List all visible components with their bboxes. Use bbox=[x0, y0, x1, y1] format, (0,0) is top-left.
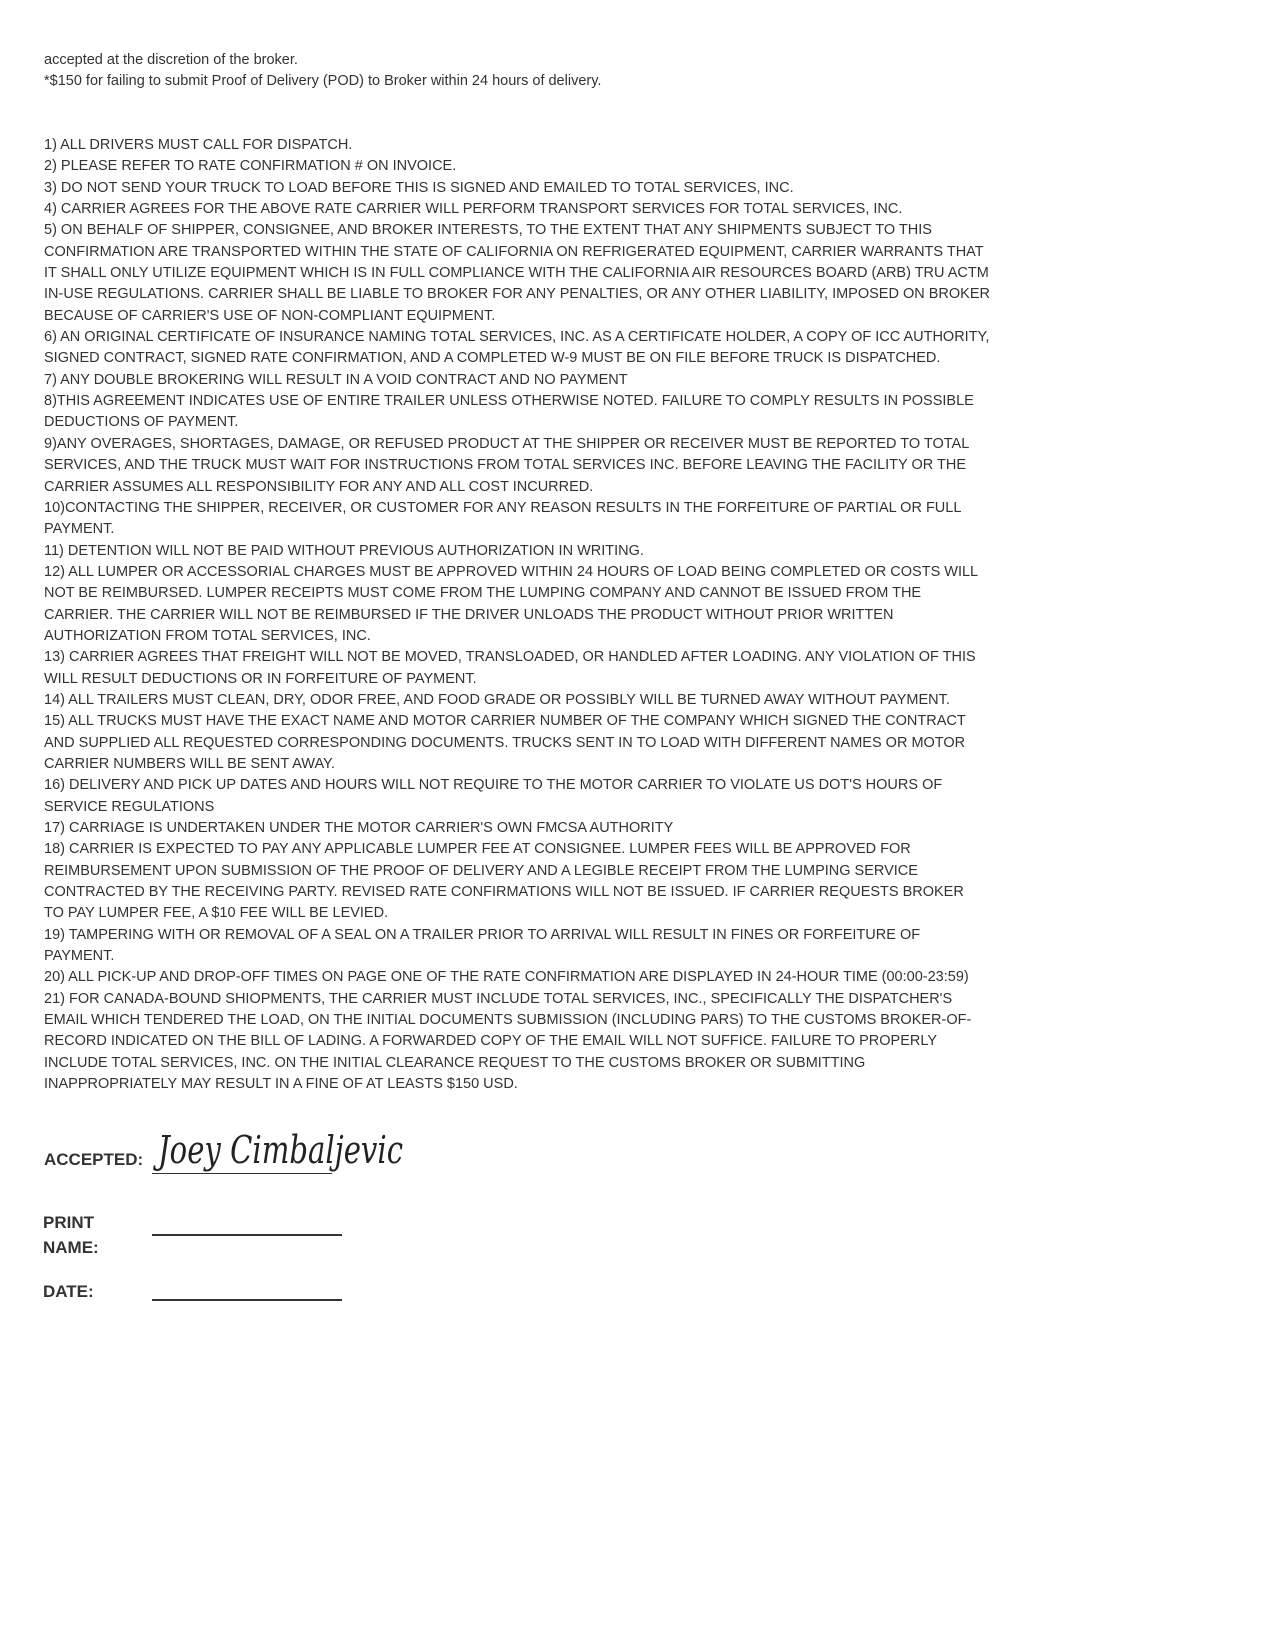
term-line: 10)CONTACTING THE SHIPPER, RECEIVER, OR CUSTOMER FOR ANY REASON RESULTS IN THE FORFEITURE OF PARTIAL OR FULL bbox=[44, 499, 962, 516]
term-line: IN-USE REGULATIONS. CARRIER SHALL BE LIABLE TO BROKER FOR ANY PENALTIES, OR ANY OTHER LIABILITY, IMPOSED ON BROKER bbox=[44, 286, 990, 303]
term-line: 3) DO NOT SEND YOUR TRUCK TO LOAD BEFORE THIS IS SIGNED AND EMAILED TO TOTAL SERVICES, INC. bbox=[44, 179, 794, 196]
term-line: SERVICE REGULATIONS bbox=[44, 798, 215, 815]
term-line: SERVICES, AND THE TRUCK MUST WAIT FOR INSTRUCTIONS FROM TOTAL SERVICES INC. BEFORE LEAVING THE FACILITY OR THE bbox=[44, 457, 966, 474]
term-line: 15) ALL TRUCKS MUST HAVE THE EXACT NAME AND MOTOR CARRIER NUMBER OF THE COMPANY WHICH SIGNED THE CONTRACT bbox=[44, 713, 966, 730]
term-line: 14) ALL TRAILERS MUST CLEAN, DRY, ODOR FREE, AND FOOD GRADE OR POSSIBLY WILL BE TURNED AWAY WITHOUT PAYMENT. bbox=[44, 691, 950, 708]
term-line: SIGNED CONTRACT, SIGNED RATE CONFIRMATION, AND A COMPLETED W-9 MUST BE ON FILE BEFORE TRUCK IS DISPATCHED. bbox=[44, 350, 941, 367]
term-line: 12) ALL LUMPER OR ACCESSORIAL CHARGES MUST BE APPROVED WITHIN 24 HOURS OF LOAD BEING COMPLETED OR COSTS WILL bbox=[44, 563, 979, 580]
print-name-label-line: NAME: bbox=[43, 1238, 99, 1257]
term-line: INCLUDE TOTAL SERVICES, INC. ON THE INITIAL CLEARANCE REQUEST TO THE CUSTOMS BROKER OR SUBMITTING bbox=[44, 1054, 866, 1071]
term-line: CONFIRMATION ARE TRANSPORTED WITHIN THE STATE OF CALIFORNIA ON REFRIGERATED EQUIPMENT, CARRIER WARRANTS THAT bbox=[44, 243, 984, 260]
term-line: 1) ALL DRIVERS MUST CALL FOR DISPATCH. bbox=[44, 137, 353, 153]
term-line: CARRIER NUMBERS WILL BE SENT AWAY. bbox=[44, 755, 335, 772]
term-line: 20) ALL PICK-UP AND DROP-OFF TIMES ON PAGE ONE OF THE RATE CONFIRMATION ARE DISPLAYED IN 24-HOUR TIME (00:00-23:59) bbox=[44, 969, 969, 986]
term-line: 8)THIS AGREEMENT INDICATES USE OF ENTIRE TRAILER UNLESS OTHERWISE NOTED. FAILURE TO COMPLY RESULTS IN POSSIBLE bbox=[44, 393, 974, 410]
term-line: INAPPROPRIATELY MAY RESULT IN A FINE OF AT LEASTS $150 USD. bbox=[44, 1076, 518, 1093]
terms-list bbox=[44, 135, 1034, 1095]
handwritten-signature bbox=[152, 1123, 416, 1193]
term-line: CARRIER ASSUMES ALL RESPONSIBILITY FOR ANY AND ALL COST INCURRED. bbox=[44, 478, 594, 495]
term-line: AUTHORIZATION FROM TOTAL SERVICES, INC. bbox=[44, 627, 371, 644]
intro-line: accepted at the discretion of the broker. bbox=[44, 52, 298, 68]
term-line: BECAUSE OF CARRIER'S USE OF NON-COMPLIANT EQUIPMENT. bbox=[44, 307, 496, 324]
intro-text bbox=[44, 50, 1044, 92]
term-line: 11) DETENTION WILL NOT BE PAID WITHOUT PREVIOUS AUTHORIZATION IN WRITING. bbox=[44, 542, 644, 559]
term-line: CARRIER. THE CARRIER WILL NOT BE REIMBURSED IF THE DRIVER UNLOADS THE PRODUCT WITHOUT PRIOR WRITTEN bbox=[44, 606, 894, 623]
term-line: WILL RESULT DEDUCTIONS OR IN FORFEITURE OF PAYMENT. bbox=[44, 670, 477, 687]
term-line: 5) ON BEHALF OF SHIPPER, CONSIGNEE, AND BROKER INTERESTS, TO THE EXTENT THAT ANY SHIPMENTS SUBJECT TO THIS bbox=[44, 222, 932, 239]
term-line: DEDUCTIONS OF PAYMENT. bbox=[44, 414, 239, 431]
print-name-line bbox=[152, 1234, 342, 1236]
term-line: NOT BE REIMBURSED. LUMPER RECEIPTS MUST COME FROM THE LUMPING COMPANY AND CANNOT BE ISSUED FROM THE bbox=[44, 585, 922, 602]
term-line: 13) CARRIER AGREES THAT FREIGHT WILL NOT BE MOVED, TRANSLOADED, OR HANDLED AFTER LOADING. ANY VIOLATION OF THIS bbox=[44, 649, 976, 666]
term-line: 19) TAMPERING WITH OR REMOVAL OF A SEAL ON A TRAILER PRIOR TO ARRIVAL WILL RESULT IN FINES OR FORFEITURE OF bbox=[44, 926, 921, 943]
term-line: RECORD INDICATED ON THE BILL OF LADING. A FORWARDED COPY OF THE EMAIL WILL NOT SUFFICE. FAILURE TO PROPERLY bbox=[44, 1033, 937, 1050]
term-line: AND SUPPLIED ALL REQUESTED CORRESPONDING DOCUMENTS. TRUCKS SENT IN TO LOAD WITH DIFFERENT NAMES OR MOTOR bbox=[44, 734, 966, 751]
intro-line: *$150 for failing to submit Proof of Delivery (POD) to Broker within 24 hours of delivery. bbox=[44, 73, 602, 89]
date-label: DATE: bbox=[43, 1282, 94, 1301]
term-line: 6) AN ORIGINAL CERTIFICATE OF INSURANCE NAMING TOTAL SERVICES, INC. AS A CERTIFICATE HOLDER, A COPY OF ICC AUTHORITY, bbox=[44, 329, 990, 346]
term-line: CONTRACTED BY THE RECEIVING PARTY. REVISED RATE CONFIRMATIONS WILL NOT BE ISSUED. IF CARRIER REQUESTS BROKER bbox=[44, 884, 964, 901]
term-line: 7) ANY DOUBLE BROKERING WILL RESULT IN A VOID CONTRACT AND NO PAYMENT bbox=[44, 371, 628, 388]
term-line: 16) DELIVERY AND PICK UP DATES AND HOURS WILL NOT REQUIRE TO THE MOTOR CARRIER TO VIOLATE US DOT'S HOURS OF bbox=[44, 777, 943, 794]
accepted-label: ACCEPTED: bbox=[44, 1150, 144, 1169]
term-line: 9)ANY OVERAGES, SHORTAGES, DAMAGE, OR REFUSED PRODUCT AT THE SHIPPER OR RECEIVER MUST BE REPORTED TO TOTAL bbox=[44, 435, 970, 452]
term-line: REIMBURSEMENT UPON SUBMISSION OF THE PROOF OF DELIVERY AND A LEGIBLE RECEIPT FROM THE LUMPING SERVICE bbox=[44, 862, 918, 879]
term-line: 2) PLEASE REFER TO RATE CONFIRMATION # ON INVOICE. bbox=[44, 158, 457, 175]
term-line: 18) CARRIER IS EXPECTED TO PAY ANY APPLICABLE LUMPER FEE AT CONSIGNEE. LUMPER FEES WILL BE APPROVED FOR bbox=[44, 841, 911, 858]
term-line: PAYMENT. bbox=[44, 521, 115, 538]
term-line: TO PAY LUMPER FEE, A $10 FEE WILL BE LEVIED. bbox=[44, 905, 389, 922]
signature-text: Joey Cimbaljevic bbox=[152, 1128, 403, 1172]
term-line: 21) FOR CANADA-BOUND SHIOPMENTS, THE CARRIER MUST INCLUDE TOTAL SERVICES, INC., SPECIFICALLY THE DISPATCHER'S bbox=[44, 990, 953, 1007]
term-line: 17) CARRIAGE IS UNDERTAKEN UNDER THE MOTOR CARRIER'S OWN FMCSA AUTHORITY bbox=[44, 820, 674, 836]
print-name-label bbox=[43, 1210, 133, 1260]
term-line: 4) CARRIER AGREES FOR THE ABOVE RATE CARRIER WILL PERFORM TRANSPORT SERVICES FOR TOTAL SERVICES, INC. bbox=[44, 201, 903, 218]
print-name-label-line: PRINT bbox=[43, 1213, 94, 1232]
term-line: IT SHALL ONLY UTILIZE EQUIPMENT WHICH IS IN FULL COMPLIANCE WITH THE CALIFORNIA AIR RESOURCES BOARD (ARB) TRU ACTM bbox=[44, 265, 989, 282]
term-line: PAYMENT. bbox=[44, 948, 115, 965]
date-line bbox=[152, 1299, 342, 1301]
term-line: EMAIL WHICH TENDERED THE LOAD, ON THE INITIAL DOCUMENTS SUBMISSION (INCLUDING PARS) TO THE CUSTOMS BROKER-OF- bbox=[44, 1012, 972, 1029]
